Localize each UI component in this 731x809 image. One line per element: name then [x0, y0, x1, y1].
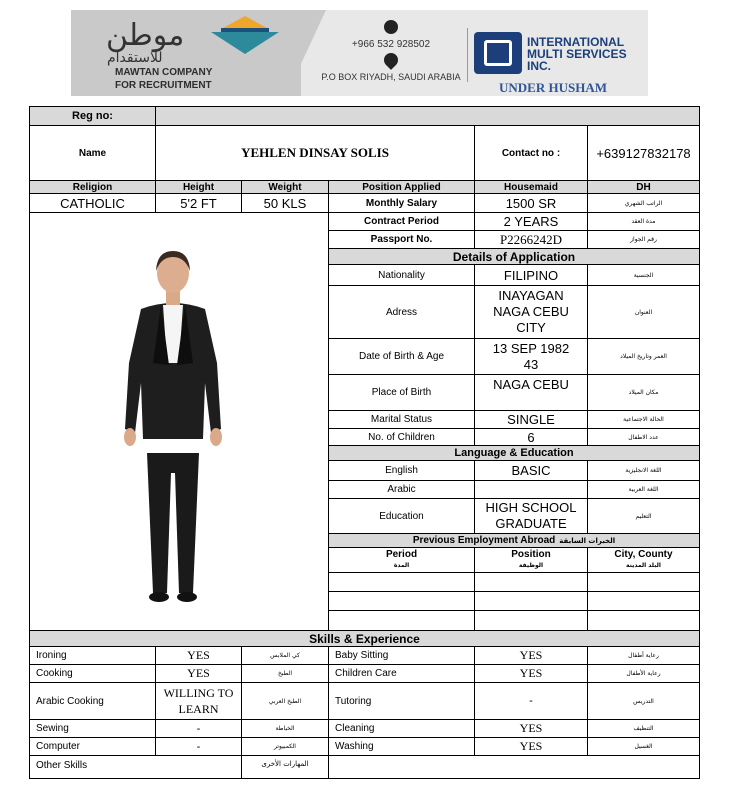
contract-period-arabic: مدة العقد: [587, 212, 700, 231]
city-country-header-ar: البلد المدينة: [626, 562, 661, 569]
housemaid-header: Housemaid: [474, 180, 588, 194]
nationality-label: Nationality: [328, 264, 475, 286]
sewing-label: Sewing: [29, 719, 156, 738]
name-value: YEHLEN DINSAY SOLIS: [155, 125, 475, 181]
other-skills-label: Other Skills: [29, 755, 242, 779]
birthplace-label: Place of Birth: [328, 374, 475, 411]
reg-value: [155, 106, 700, 126]
other-skills-arabic: المهارات الأخرى: [241, 755, 329, 779]
cooking-arabic: الطبخ: [241, 664, 329, 683]
weight-header: Weight: [241, 180, 329, 194]
contact-label: Contact no :: [474, 125, 588, 181]
tutoring-arabic: التدريس: [587, 682, 700, 720]
city-country-header: [587, 547, 700, 573]
children-care-value: YES: [474, 664, 588, 683]
passport-label: Passport No.: [328, 230, 475, 249]
computer-arabic: الكمبيوتر: [241, 737, 329, 756]
monthly-salary-arabic: الراتب الشهري: [587, 193, 700, 213]
arabic-value: [474, 480, 588, 499]
dob-value: [474, 338, 588, 375]
english-value: BASIC: [474, 460, 588, 481]
employment-row-2-period: [328, 591, 475, 611]
washing-value: YES: [474, 737, 588, 756]
english-label: English: [328, 460, 475, 481]
mawtan-arabic-logo: موطن: [106, 18, 185, 53]
religion-header: Religion: [29, 180, 156, 194]
children-label: No. of Children: [328, 428, 475, 446]
marital-status-label: Marital Status: [328, 410, 475, 429]
monthly-salary-label: Monthly Salary: [328, 193, 475, 213]
employment-row-1-period: [328, 572, 475, 592]
employment-row-1-city: [587, 572, 700, 592]
birthplace-arabic: مكان الميلاد: [587, 374, 700, 411]
dob-date: 13 SEP 1982: [492, 340, 570, 356]
arabic-cooking-label: Arabic Cooking: [29, 682, 156, 720]
children-care-arabic: رعاية الأطفال: [587, 664, 700, 683]
ironing-arabic: كي الملابس: [241, 646, 329, 665]
children-arabic: عدد الاطفال: [587, 428, 700, 446]
nationality-value: FILIPINO: [474, 264, 588, 286]
passport-arabic: رقم الجواز: [587, 230, 700, 249]
address-value: INAYAGAN NAGA CEBU CITY: [474, 285, 588, 339]
dob-arabic: العمر وتاريخ الميلاد: [587, 338, 700, 375]
baby-sitting-label: Baby Sitting: [328, 646, 475, 665]
location-pin-icon: [381, 50, 401, 70]
employment-row-3-city: [587, 610, 700, 631]
applicant-photo: [113, 243, 233, 613]
education-value: HIGH SCHOOL GRADUATE: [474, 498, 588, 534]
previous-employment-title: [328, 533, 700, 548]
ims-logo-icon: [474, 32, 522, 74]
name-label: Name: [29, 125, 156, 181]
children-care-label: Children Care: [328, 664, 475, 683]
employment-row-1-position: [474, 572, 588, 592]
company-phone: +966 532 928502: [351, 39, 431, 50]
height-header: Height: [155, 180, 242, 194]
employment-row-2-city: [587, 591, 700, 611]
language-education-title: Language & Education: [328, 445, 700, 461]
tutoring-value: -: [474, 682, 588, 720]
employment-row-2-position: [474, 591, 588, 611]
computer-value: -: [155, 737, 242, 756]
washing-arabic: الغسيل: [587, 737, 700, 756]
religion-value: CATHOLIC: [29, 193, 156, 213]
marital-status-arabic: الحالة الاجتماعية: [587, 410, 700, 429]
mawtan-arabic-subtitle: للاستقدام: [107, 50, 163, 66]
applicant-photo-cell: [29, 212, 329, 631]
sewing-arabic: الخياطة: [241, 719, 329, 738]
previous-employment-title-ar: الخبرات السابقة: [559, 536, 616, 545]
cooking-label: Cooking: [29, 664, 156, 683]
position-header-ar: الوظيفة: [518, 562, 544, 569]
period-header-ar: المدة: [393, 562, 410, 569]
logo-diamond-orange-icon: [223, 16, 267, 28]
address-label: Adress: [328, 285, 475, 339]
contract-period-label: Contract Period: [328, 212, 475, 231]
arabic-cooking-arabic: الطبخ العربي: [241, 682, 329, 720]
nationality-arabic: الجنسية: [587, 264, 700, 286]
dob-age: 43: [523, 356, 539, 372]
cleaning-value: YES: [474, 719, 588, 738]
skills-title: Skills & Experience: [29, 630, 700, 647]
position-header: Position Applied: [328, 180, 475, 194]
under-husham: UNDER HUSHAM: [499, 80, 607, 95]
arabic-cooking-value: WILLING TO LEARN: [155, 682, 242, 720]
phone-icon: [384, 20, 398, 34]
education-label: Education: [328, 498, 475, 534]
employment-row-3-period: [328, 610, 475, 631]
other-skills-value: [328, 755, 700, 779]
monthly-salary-value: 1500 SR: [474, 193, 588, 213]
education-arabic: التعليم: [587, 498, 700, 534]
period-header-en: Period: [385, 549, 418, 560]
company-name-line2: FOR RECRUITMENT: [115, 80, 212, 91]
ims-name: [527, 36, 627, 72]
children-value: 6: [474, 428, 588, 446]
details-title: Details of Application: [328, 248, 700, 265]
passport-value: P2266242D: [474, 230, 588, 249]
sewing-value: -: [155, 719, 242, 738]
ims-name-line2: MULTI SERVICES: [527, 47, 627, 61]
dh-header: DH: [587, 180, 700, 194]
company-address: P.O BOX RIYADH, SAUDI ARABIA: [321, 72, 461, 82]
baby-sitting-value: YES: [474, 646, 588, 665]
period-header: [328, 547, 475, 573]
dob-label: Date of Birth & Age: [328, 338, 475, 375]
company-contact: [311, 20, 471, 82]
position-header-en: Position: [511, 549, 551, 560]
company-name: [115, 66, 212, 92]
position-header-prev: [474, 547, 588, 573]
contact-value: +639127832178: [587, 125, 700, 181]
ims-name-line1: INTERNATIONAL: [527, 35, 625, 49]
ims-name-line3: INC.: [527, 59, 551, 73]
weight-value: 50 KLS: [241, 193, 329, 213]
ironing-label: Ironing: [29, 646, 156, 665]
tutoring-label: Tutoring: [328, 682, 475, 720]
baby-sitting-arabic: رعاية أطفال: [587, 646, 700, 665]
banner-separator: [467, 28, 468, 82]
height-value: 5'2 FT: [155, 193, 242, 213]
previous-employment-title-en: Previous Employment Abroad: [412, 535, 556, 546]
marital-status-value: SINGLE: [474, 410, 588, 429]
cooking-value: YES: [155, 664, 242, 683]
company-name-line1: MAWTAN COMPANY: [115, 67, 213, 78]
employment-row-3-position: [474, 610, 588, 631]
ironing-value: YES: [155, 646, 242, 665]
address-arabic: العنوان: [587, 285, 700, 339]
cleaning-arabic: التنظيف: [587, 719, 700, 738]
arabic-arabic: اللغة العربية: [587, 480, 700, 499]
english-arabic: اللغة الانجليزية: [587, 460, 700, 481]
logo-diamond-teal-icon: [211, 32, 279, 54]
birthplace-value: NAGA CEBU: [474, 374, 588, 411]
application-form: [29, 106, 700, 779]
contract-period-value: 2 YEARS: [474, 212, 588, 231]
city-country-header-en: City, County: [614, 549, 673, 560]
washing-label: Washing: [328, 737, 475, 756]
reg-label: Reg no:: [29, 106, 156, 126]
cleaning-label: Cleaning: [328, 719, 475, 738]
arabic-label: Arabic: [328, 480, 475, 499]
computer-label: Computer: [29, 737, 156, 756]
